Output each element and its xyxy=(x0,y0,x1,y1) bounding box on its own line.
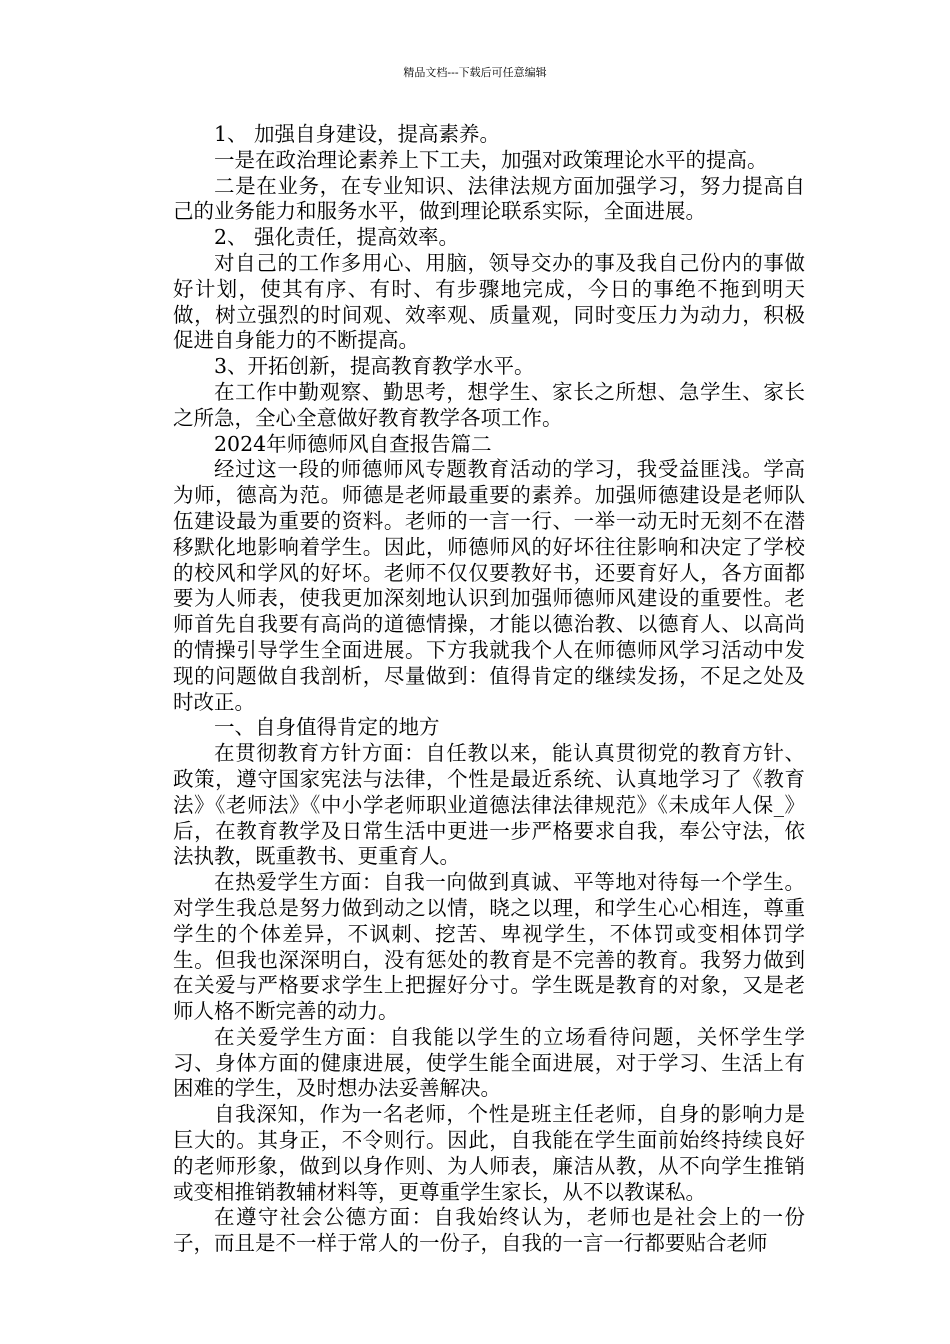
page-header: 精品文档---下载后可任意编辑 xyxy=(403,66,547,79)
paragraph: 在遵守社会公德方面：自我始终认为，老师也是社会上的一份子，而且是不一样于常人的一份子，自我的一言一行都要贴合老师 xyxy=(173,1205,805,1256)
paragraph: 经过这一段的师德师风专题教育活动的学习，我受益匪浅。学高为师，德高为范。师德是老师最重要的素养。加强师德建设是老师队伍建设最为重要的资料。老师的一言一行、一举一动无时无刻不在潜移默化地影响着学生。因此，师德师风的好坏往往影响和决定了学校的校风和学风的好坏。老师不仅仅要教好书，还要育好人，各方面都要为人师表，使我更加深刻地认识到加强师德师风建设的重要性。老师首先自我要有高尚的道德情操，才能以德治教、以德育人、以高尚的情操引导学生全面进展。下方我就我个人在师德师风学习活动中发现的问题做自我剖析，尽量做到：值得肯定的继续发扬，不足之处及时改正。 xyxy=(173,457,805,714)
paragraph: 在工作中勤观察、勤思考，想学生、家长之所想、急学生、家长之所急，全心全意做好教育教学各项工作。 xyxy=(173,379,805,430)
paragraph: 3、开拓创新，提高教育教学水平。 xyxy=(214,354,535,379)
document-body xyxy=(173,122,805,1257)
paragraph: 在关爱学生方面：自我能以学生的立场看待问题，关怀学生学习、身体方面的健康进展，使学生能全面进展，对于学习、生活上有困难的学生，及时想办法妥善解决。 xyxy=(173,1024,805,1101)
paragraph: 一是在政治理论素养上下工夫，加强对政策理论水平的提高。 xyxy=(214,147,768,172)
paragraph: 二是在业务，在专业知识、法律法规方面加强学习，努力提高自己的业务能力和服务水平，做到理论联系实际，全面进展。 xyxy=(173,173,805,224)
paragraph: 1、 加强自身建设，提高素养。 xyxy=(214,122,501,146)
paragraph: 在热爱学生方面：自我一向做到真诚、平等地对待每一个学生。对学生我总是努力做到动之以情，晓之以理，和学生心心相连，尊重学生的个体差异，不讽刺、挖苦、卑视学生，不体罚或变相体罚学生。但我也深深明白，没有惩处的教育是不完善的教育。我努力做到在关爱与严格要求学生上把握好分寸。学生既是教育的对象，又是老师人格不断完善的动力。 xyxy=(173,870,805,1024)
section-title: 2024年师德师风自查报告篇二 xyxy=(214,431,492,456)
section-heading: 一、自身值得肯定的地方 xyxy=(214,715,440,740)
paragraph: 自我深知，作为一名老师，个性是班主任老师，自身的影响力是巨大的。其身正，不令则行。因此，自我能在学生面前始终持续良好的老师形象，做到以身作则、为人师表，廉洁从教，从不向学生推销或变相推销教辅材料等，更尊重学生家长，从不以教谋私。 xyxy=(173,1102,805,1204)
paragraph: 在贯彻教育方针方面：自任教以来，能认真贯彻党的教育方针、政策，遵守国家宪法与法律，个性是最近系统、认真地学习了《教育法》《老师法》《中小学老师职业道德法律法律规范》《未成年人保_》后，在教育教学及日常生活中更进一步严格要求自我，奉公守法，依法执教，既重教书、更重育人。 xyxy=(173,741,805,869)
paragraph: 对自己的工作多用心、用脑，领导交办的事及我自己份内的事做好计划，使其有序、有时、有步骤地完成，今日的事绝不拖到明天做，树立强烈的时间观、效率观、质量观，同时变压力为动力，积极促进自身能力的不断提高。 xyxy=(173,250,805,353)
paragraph: 2、 强化责任，提高效率。 xyxy=(214,225,460,250)
